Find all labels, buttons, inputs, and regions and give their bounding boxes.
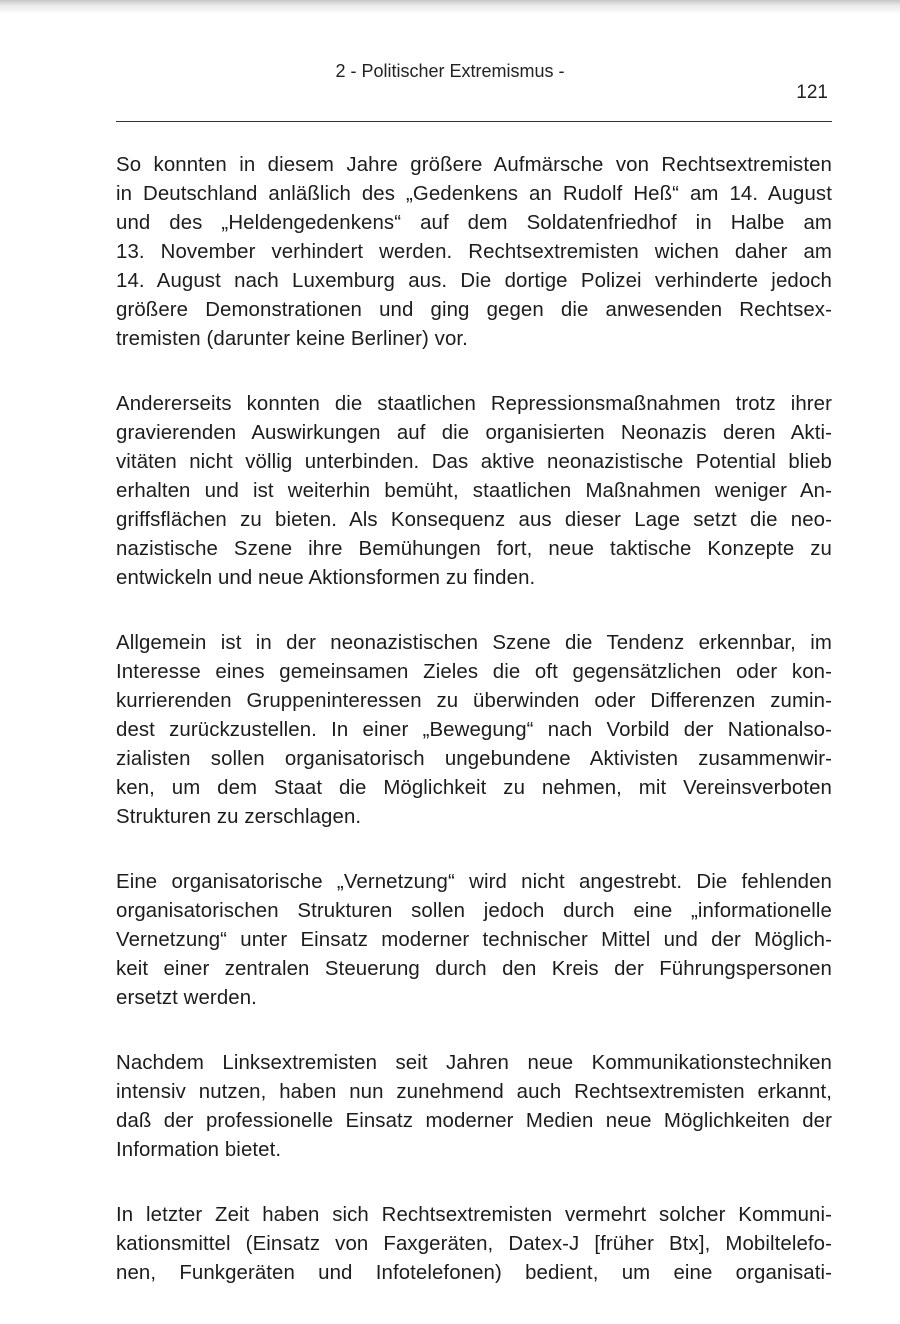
text-line: zialisten sollen organisatorisch ungebundene Aktivisten zusammenwir- bbox=[116, 748, 832, 770]
paragraph-4 bbox=[116, 868, 832, 1013]
text-line: Information bietet. bbox=[116, 1139, 282, 1161]
text-line: gravierenden Auswirkungen auf die organisierten Neonazis deren Akti- bbox=[116, 422, 832, 444]
text-line: So konnten in diesem Jahre größere Aufmärsche von Rechtsextremisten bbox=[116, 154, 832, 176]
paragraph-2 bbox=[116, 390, 832, 593]
text-line: organisatorischen Strukturen sollen jedoch durch eine „informationelle bbox=[116, 900, 832, 922]
header-rule bbox=[116, 121, 832, 122]
text-line: dest zurückzustellen. In einer „Bewegung“ nach Vorbild der Nationalso- bbox=[116, 719, 832, 741]
paragraph-6 bbox=[116, 1201, 832, 1288]
body-text bbox=[116, 151, 832, 1324]
text-line: 14. August nach Luxemburg aus. Die dortige Polizei verhinderte jedoch bbox=[116, 270, 832, 292]
text-line: ken, um dem Staat die Möglichkeit zu nehmen, mit Vereinsverboten bbox=[116, 777, 832, 799]
text-line: Nachdem Linksextremisten seit Jahren neue Kommunikationstechniken bbox=[116, 1052, 832, 1074]
text-line: Allgemein ist in der neonazistischen Szene die Tendenz erkennbar, im bbox=[116, 632, 832, 654]
text-line: ersetzt werden. bbox=[116, 987, 257, 1009]
text-line: kationsmittel (Einsatz von Faxgeräten, Datex-J [früher Btx], Mobiltelefo- bbox=[116, 1233, 832, 1255]
text-line: Vernetzung“ unter Einsatz moderner technischer Mittel und der Möglich- bbox=[116, 929, 832, 951]
text-line: entwickeln und neue Aktionsformen zu finden. bbox=[116, 567, 536, 589]
text-line: daß der professionelle Einsatz moderner Medien neue Möglichkeiten der bbox=[116, 1110, 832, 1132]
text-line: In letzter Zeit haben sich Rechtsextremisten vermehrt solcher Kommuni- bbox=[116, 1204, 832, 1226]
text-line: größere Demonstrationen und ging gegen die anwesenden Rechtsex- bbox=[116, 299, 832, 321]
text-line: tremisten (darunter keine Berliner) vor. bbox=[116, 328, 468, 350]
text-line: erhalten und ist weiterhin bemüht, staatlichen Maßnahmen weniger An- bbox=[116, 480, 832, 502]
text-line: kurrierenden Gruppeninteressen zu überwinden oder Differenzen zumin- bbox=[116, 690, 832, 712]
paragraph-3 bbox=[116, 629, 832, 832]
paragraph-5 bbox=[116, 1049, 832, 1165]
text-line: Eine organisatorische „Vernetzung“ wird nicht angestrebt. Die fehlenden bbox=[116, 871, 832, 893]
paragraph-1 bbox=[116, 151, 832, 354]
text-line: 13. November verhindert werden. Rechtsextremisten wichen daher am bbox=[116, 241, 832, 263]
text-line: vitäten nicht völlig unterbinden. Das aktive neonazistische Potential blieb bbox=[116, 451, 832, 473]
text-line: nazistische Szene ihre Bemühungen fort, neue taktische Konzepte zu bbox=[116, 538, 832, 560]
text-line: nen, Funkgeräten und Infotelefonen) bedient, um eine organisati- bbox=[116, 1262, 832, 1284]
text-line: in Deutschland anläßlich des „Gedenkens an Rudolf Heß“ am 14. August bbox=[116, 183, 832, 205]
text-line: keit einer zentralen Steuerung durch den Kreis der Führungspersonen bbox=[116, 958, 832, 980]
text-line: intensiv nutzen, haben nun zunehmend auch Rechtsextremisten erkannt, bbox=[116, 1081, 832, 1103]
text-line: griffsflächen zu bieten. Als Konsequenz aus dieser Lage setzt die neo- bbox=[116, 509, 832, 531]
scan-top-edge bbox=[0, 0, 900, 14]
running-header: 2 - Politischer Extremismus - bbox=[335, 61, 565, 81]
text-line: Strukturen zu zerschlagen. bbox=[116, 806, 362, 828]
text-line: Andererseits konnten die staatlichen Repressionsmaßnahmen trotz ihrer bbox=[116, 393, 832, 415]
text-line: und des „Heldengedenkens“ auf dem Soldatenfriedhof in Halbe am bbox=[116, 212, 832, 234]
text-line: Interesse eines gemeinsamen Zieles die oft gegensätzlichen oder kon- bbox=[116, 661, 832, 683]
page-number: 121 bbox=[796, 82, 828, 103]
